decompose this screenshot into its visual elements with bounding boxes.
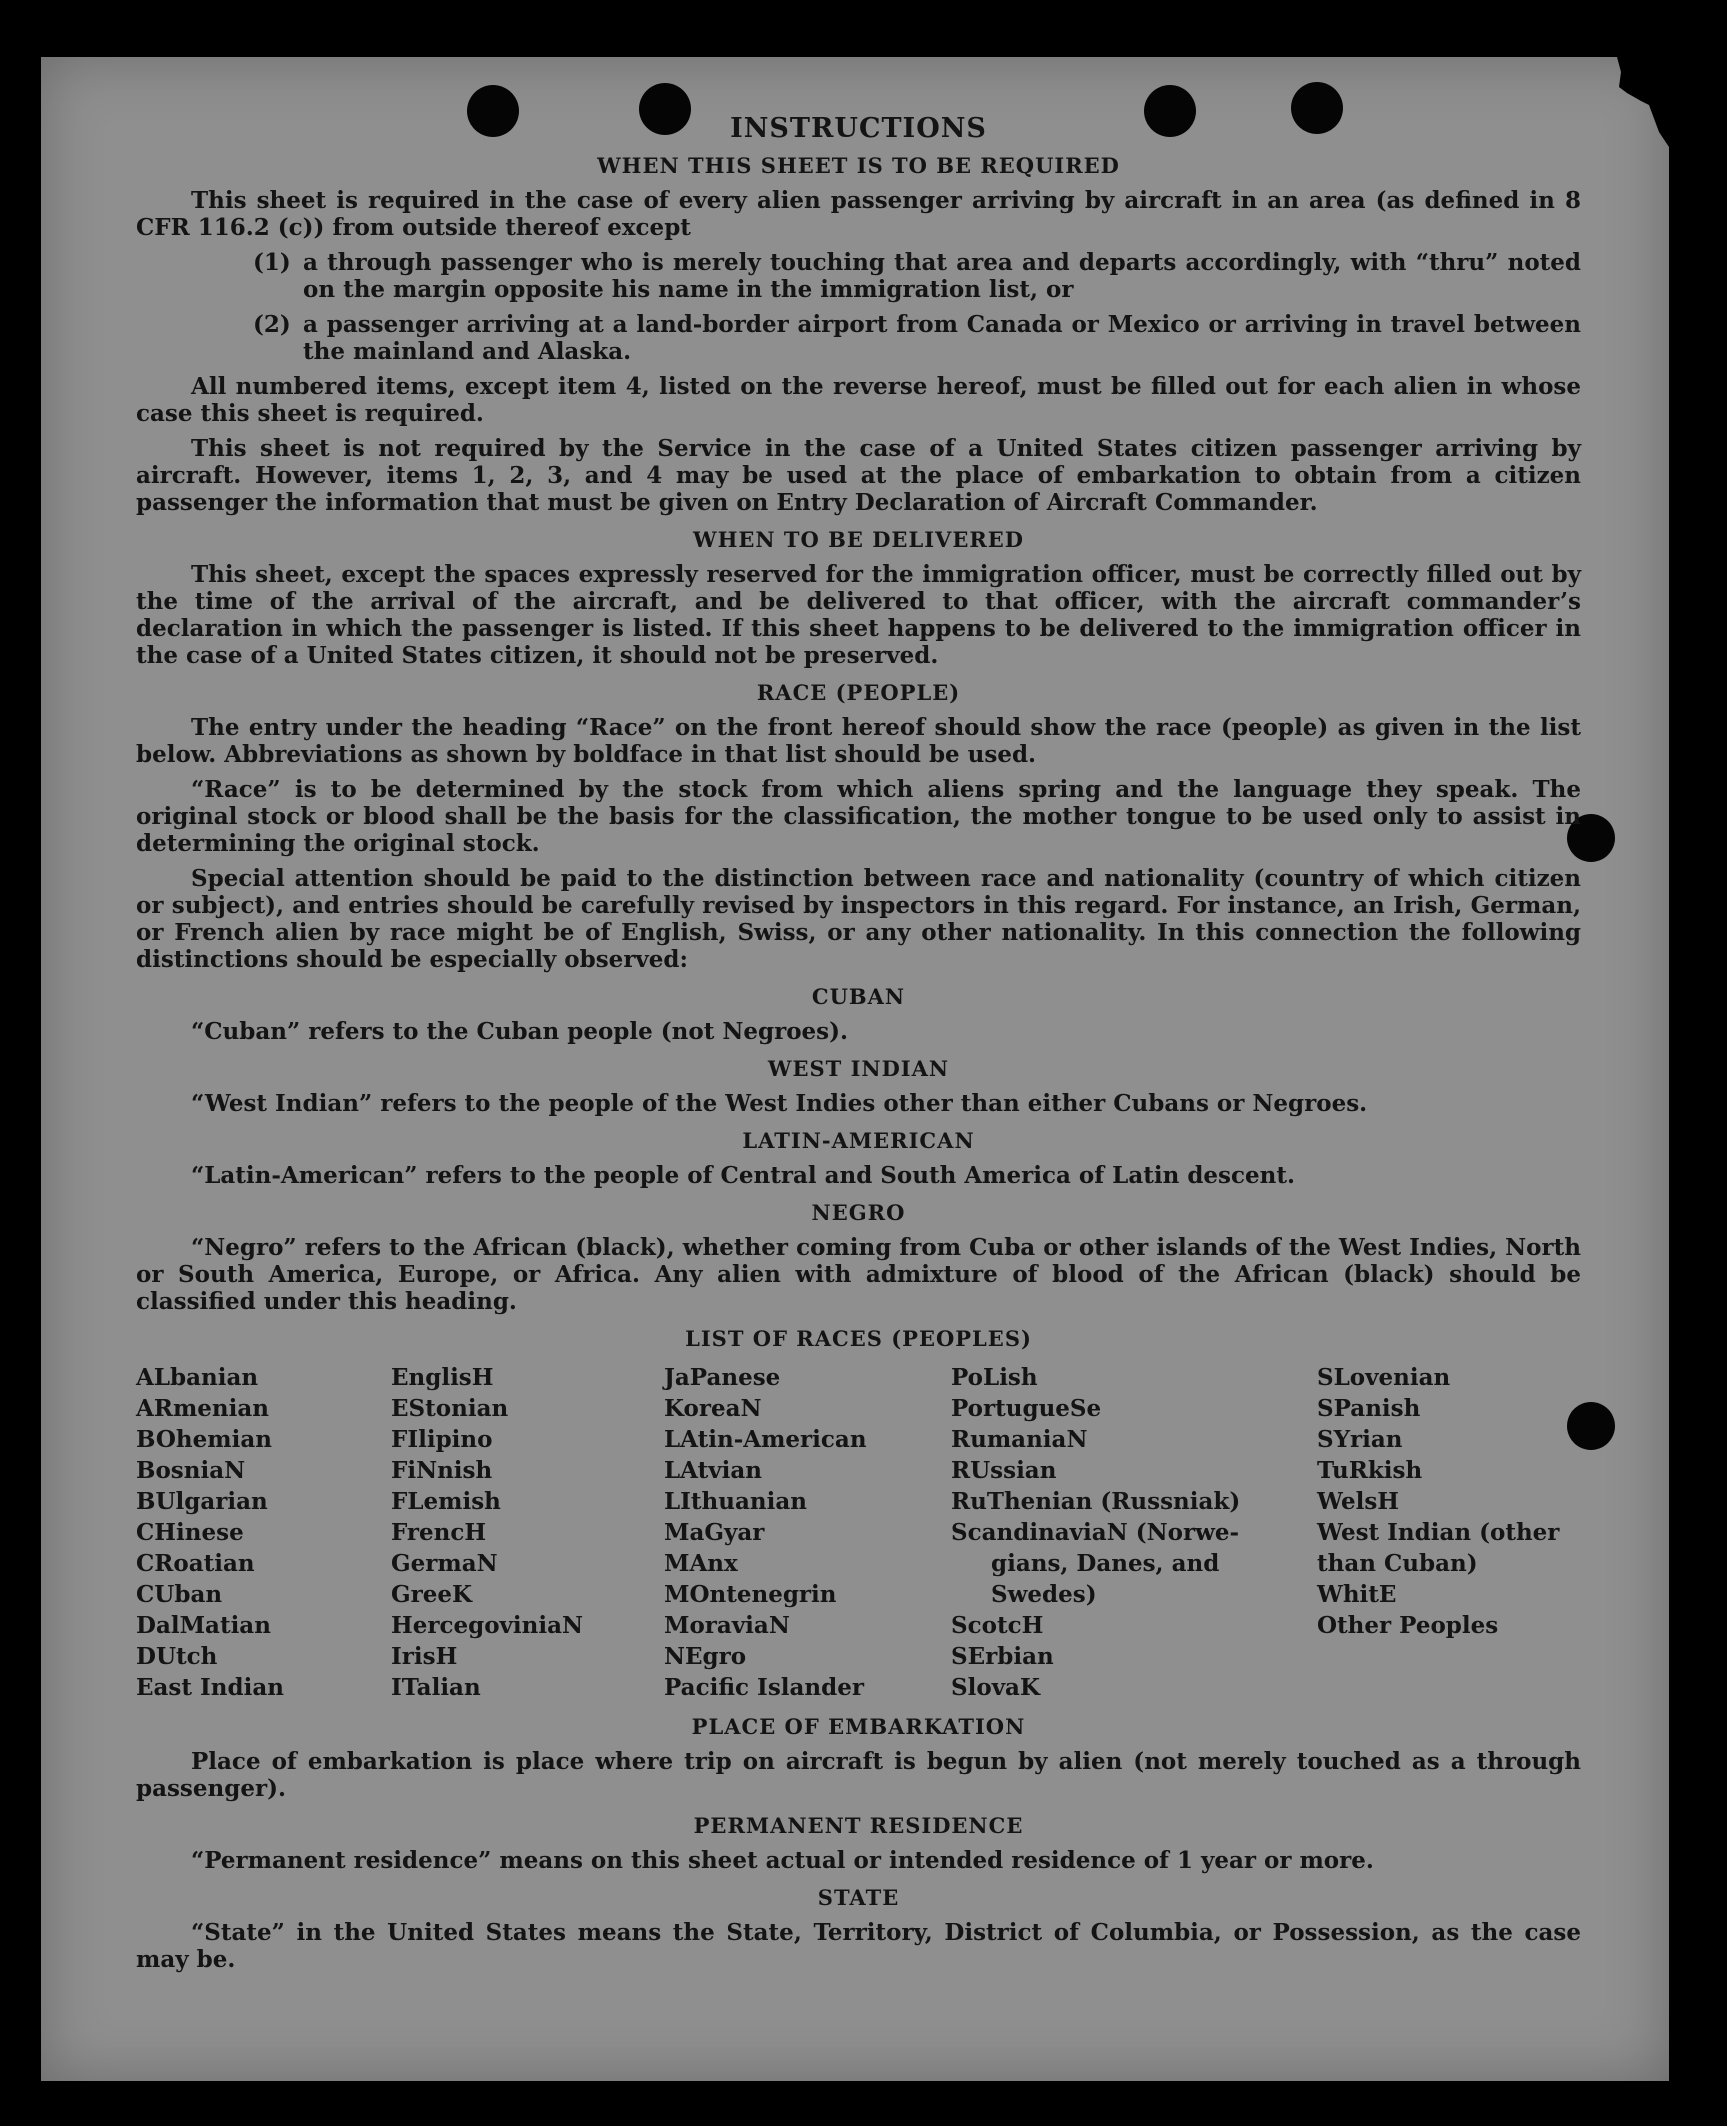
paragraph: “Permanent residence” means on this sheet actual or intended residence of 1 year or more.: [191, 1847, 1374, 1874]
race-entry: LAtvian: [664, 1457, 762, 1484]
race-entry: SLovenian: [1317, 1364, 1451, 1391]
section-heading: PLACE OF EMBARKATION: [691, 1714, 1026, 1739]
race-entry: MoraviaN: [664, 1612, 790, 1639]
race-list: [136, 1362, 1581, 1703]
item-number: (2): [253, 311, 291, 338]
race-entry: East Indian: [136, 1674, 284, 1701]
race-entry: FIlipino: [391, 1426, 493, 1453]
race-entry: BUlgarian: [136, 1488, 268, 1515]
race-entry: SErbian: [951, 1643, 1054, 1670]
race-entry: than Cuban): [1317, 1550, 1478, 1577]
paragraph: The entry under the heading “Race” on the front hereof should show the race (people) as given in the list below. Abbreviations as shown by boldface in that list should be used.: [136, 714, 1581, 768]
race-entry: DalMatian: [136, 1612, 271, 1639]
race-entry: BosniaN: [136, 1457, 246, 1484]
race-entry: WelsH: [1317, 1488, 1400, 1515]
section-heading: PERMANENT RESIDENCE: [693, 1813, 1024, 1838]
item-number: (1): [253, 249, 291, 276]
race-entry: BOhemian: [136, 1426, 272, 1453]
page-title: INSTRUCTIONS: [730, 113, 987, 144]
race-entry: RumaniaN: [951, 1426, 1088, 1453]
paragraph: This sheet, except the spaces expressly reserved for the immigration officer, must be correctly filled out by the time of the arrival of the aircraft, and be delivered to that officer, with the aircraft commander’s declaration in which the passenger is listed. If this sheet happens to be delivered to the immigration officer in the case of a United States citizen, it should not be preserved.: [136, 561, 1581, 669]
race-entry: IrisH: [391, 1643, 458, 1670]
race-entry: Pacific Islander: [664, 1674, 864, 1701]
race-entry: ScandinaviaN (Norwe-: [951, 1519, 1240, 1546]
item-text: a passenger arriving at a land-border airport from Canada or Mexico or arriving in travel between the mainland and Alaska.: [303, 311, 1581, 365]
race-entry: Swedes): [991, 1581, 1097, 1608]
section-heading: NEGRO: [811, 1200, 906, 1225]
paragraph: This sheet is not required by the Service in the case of a United States citizen passenger arriving by aircraft. However, items 1, 2, 3, and 4 may be used at the place of embarkation to obtain from a citizen passenger the information that must be given on Entry Declaration of Aircraft Commander.: [136, 435, 1581, 516]
race-entry: EnglisH: [391, 1364, 494, 1391]
race-entry: MaGyar: [664, 1519, 765, 1546]
race-entry: CHinese: [136, 1519, 244, 1546]
race-column: [136, 1362, 391, 1703]
section-heading: LATIN-AMERICAN: [742, 1128, 975, 1153]
race-entry: KoreaN: [664, 1395, 762, 1422]
race-entry: FiNnish: [391, 1457, 493, 1484]
instructions-body: [136, 107, 1581, 1981]
race-entry: RuThenian (Russniak): [951, 1488, 1241, 1515]
paragraph: “State” in the United States means the State, Territory, District of Columbia, or Possession, as the case may be.: [136, 1919, 1581, 1973]
race-entry: NEgro: [664, 1643, 747, 1670]
race-entry: West Indian (other: [1317, 1519, 1560, 1546]
race-column: [1317, 1362, 1581, 1703]
list-item: [253, 249, 1581, 303]
race-entry: CRoatian: [136, 1550, 255, 1577]
section-heading: RACE (PEOPLE): [756, 680, 961, 705]
race-column: [951, 1362, 1317, 1703]
paragraph: This sheet is required in the case of every alien passenger arriving by aircraft in an area (as defined in 8 CFR 116.2 (c)) from outside thereof except: [136, 187, 1581, 241]
race-entry: WhitE: [1317, 1581, 1397, 1608]
race-entry: PoLish: [951, 1364, 1038, 1391]
paragraph: “Latin-American” refers to the people of Central and South America of Latin descent.: [191, 1162, 1295, 1189]
race-entry: ARmenian: [136, 1395, 270, 1422]
race-entry: SYrian: [1317, 1426, 1403, 1453]
section-heading: LIST OF RACES (PEOPLES): [685, 1326, 1032, 1351]
race-entry: ScotcH: [951, 1612, 1044, 1639]
race-entry: ALbanian: [136, 1364, 259, 1391]
race-entry: EStonian: [391, 1395, 509, 1422]
race-entry: MAnx: [664, 1550, 738, 1577]
race-entry: HercegoviniaN: [391, 1612, 584, 1639]
list-item: [253, 311, 1581, 365]
section-heading: STATE: [817, 1885, 900, 1910]
race-column: [391, 1362, 664, 1703]
race-entry: MOntenegrin: [664, 1581, 837, 1608]
race-entry: Other Peoples: [1317, 1612, 1499, 1639]
section-heading: WHEN THIS SHEET IS TO BE REQUIRED: [597, 153, 1120, 178]
race-entry: TuRkish: [1317, 1457, 1423, 1484]
section-heading: CUBAN: [811, 984, 906, 1009]
race-entry: FLemish: [391, 1488, 501, 1515]
paragraph: “West Indian” refers to the people of the West Indies other than either Cubans or Negroes.: [191, 1090, 1368, 1117]
race-entry: LIthuanian: [664, 1488, 807, 1515]
paragraph: All numbered items, except item 4, listed on the reverse hereof, must be filled out for each alien in whose case this sheet is required.: [136, 373, 1581, 427]
race-entry: SPanish: [1317, 1395, 1421, 1422]
race-entry: SlovaK: [951, 1674, 1040, 1701]
race-entry: FrencH: [391, 1519, 487, 1546]
item-text: a through passenger who is merely touching that area and departs accordingly, with “thru” noted on the margin opposite his name in the immigration list, or: [303, 249, 1581, 303]
race-entry: RUssian: [951, 1457, 1057, 1484]
paragraph: “Race” is to be determined by the stock from which aliens spring and the language they speak. The original stock or blood shall be the basis for the classification, the mother tongue to be used only to assist in determining the original stock.: [136, 776, 1581, 857]
paragraph: “Negro” refers to the African (black), whether coming from Cuba or other islands of the West Indies, North or South America, Europe, or Africa. Any alien with admixture of blood of the African (black) should be classified under this heading.: [136, 1234, 1581, 1315]
paragraph: Place of embarkation is place where trip on aircraft is begun by alien (not merely touched as a through passenger).: [136, 1748, 1581, 1802]
section-heading: WHEN TO BE DELIVERED: [692, 527, 1024, 552]
document-page: [41, 57, 1669, 2081]
race-entry: GermaN: [391, 1550, 498, 1577]
race-entry: CUban: [136, 1581, 223, 1608]
race-entry: DUtch: [136, 1643, 218, 1670]
race-column: [664, 1362, 951, 1703]
race-entry: LAtin-American: [664, 1426, 867, 1453]
race-entry: gians, Danes, and: [991, 1550, 1220, 1577]
race-entry: ITalian: [391, 1674, 481, 1701]
paragraph: “Cuban” refers to the Cuban people (not Negroes).: [191, 1018, 849, 1045]
section-heading: WEST INDIAN: [767, 1056, 950, 1081]
paragraph: Special attention should be paid to the distinction between race and nationality (country of which citizen or subject), and entries should be carefully revised by inspectors in this regard. For instance, an Irish, German, or French alien by race might be of English, Swiss, or any other nationality. In this connection the following distinctions should be especially observed:: [136, 865, 1581, 973]
race-entry: PortugueSe: [951, 1395, 1102, 1422]
race-entry: GreeK: [391, 1581, 473, 1608]
race-entry: JaPanese: [664, 1364, 781, 1391]
